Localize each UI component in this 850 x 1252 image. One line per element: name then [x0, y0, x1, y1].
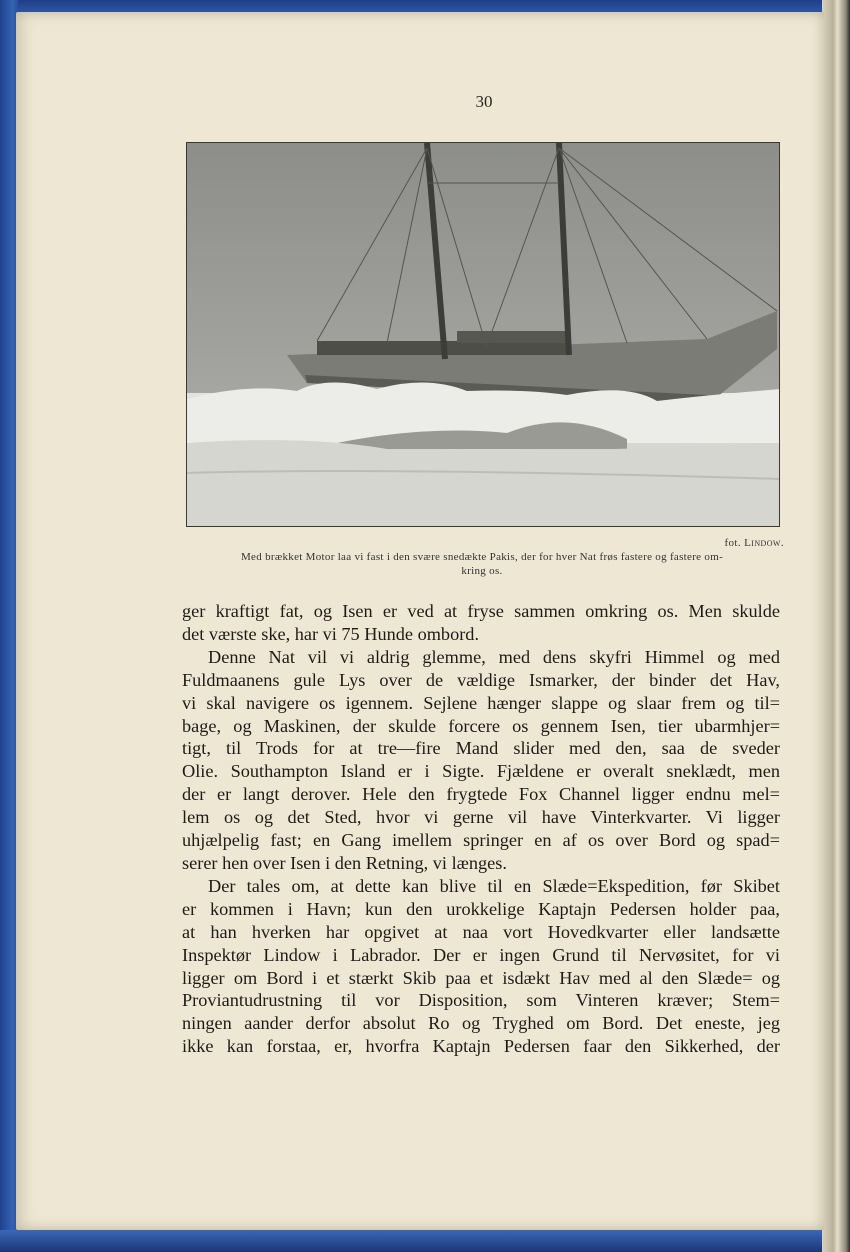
ship-in-ice-photo	[186, 142, 780, 527]
text-line: uhjælpelig fast; en Gang imellem springer en af os over Bord og spad=	[182, 830, 780, 851]
text-line: Der tales om, at dette kan blive til en Slæde=Ekspedition, før Skibet	[208, 875, 780, 896]
text-line: det værste ske, har vi 75 Hunde ombord.	[182, 623, 480, 644]
text-line: er kommen i Havn; kun den urokkelige Kaptajn Pedersen holder paa,	[182, 898, 780, 919]
text-line: bage, og Maskinen, der skulde forcere os gennem Isen, tier ubarmhjer=	[182, 715, 780, 736]
photo-illustration	[187, 143, 780, 527]
book-page	[16, 12, 824, 1230]
text-line: ningen aander derfor absolut Ro og Tryghed om Bord. Det eneste, jeg	[182, 1013, 780, 1034]
text-line: der er langt derover. Hele den frygtede Fox Channel ligger endnu mel=	[182, 784, 780, 805]
text-line: Olie. Southampton Island er i Sigte. Fjældene er overalt sneklædt, men	[182, 761, 780, 782]
text-line: Proviantudrustning til vor Disposition, som Vinteren kræver; Stem=	[182, 990, 780, 1011]
book-page-edges	[822, 0, 850, 1252]
photo-credit-prefix: fot.	[724, 537, 742, 549]
text-line: ikke kan forstaa, er, hvorfra Kaptajn Pedersen faar den Sikkerhed, der	[182, 1036, 780, 1057]
photo-credit	[576, 537, 784, 549]
text-line: Inspektør Lindow i Labrador. Der er ingen Grund til Nervøsitet, for vi	[182, 944, 780, 965]
text-line: serer hen over Isen i den Retning, vi længes.	[182, 852, 507, 873]
caption-line: Med brækket Motor laa vi fast i den svære snedækte Pakis, der for hver Nat frøs fastere og fastere om-	[240, 551, 724, 563]
text-line: ger kraftigt fat, og Isen er ved at fryse sammen omkring os. Men skulde	[182, 601, 780, 621]
text-line: lem os og det Sted, hvor vi gerne vil have Vinterkvarter. Vi ligger	[182, 807, 780, 828]
caption-line: kring os.	[461, 565, 503, 577]
page-number: 30	[475, 92, 493, 111]
photo-credit-name: Lindow.	[744, 537, 784, 549]
photo-caption	[176, 550, 788, 578]
text-line: Fuldmaanens gule Lys over de vældige Ismarker, der binder det Hav,	[182, 669, 780, 690]
text-line: ligger om Bord i et stærkt Skib paa et isdækt Hav med al den Slæde= og	[182, 967, 780, 988]
book-cover-bottom-edge	[0, 1230, 850, 1252]
text-line: Denne Nat vil vi aldrig glemme, med dens skyfri Himmel og med	[208, 646, 780, 667]
body-text	[182, 600, 780, 1058]
text-line: vi skal navigere os igennem. Sejlene hænger slappe og slaar frem og til=	[182, 692, 780, 713]
text-line: at han hverken har opgivet at naa vort Hovedkvarter eller landsætte	[182, 921, 780, 942]
text-line: tigt, til Trods for at tre—fire Mand slider med den, saa de sveder	[182, 738, 780, 759]
